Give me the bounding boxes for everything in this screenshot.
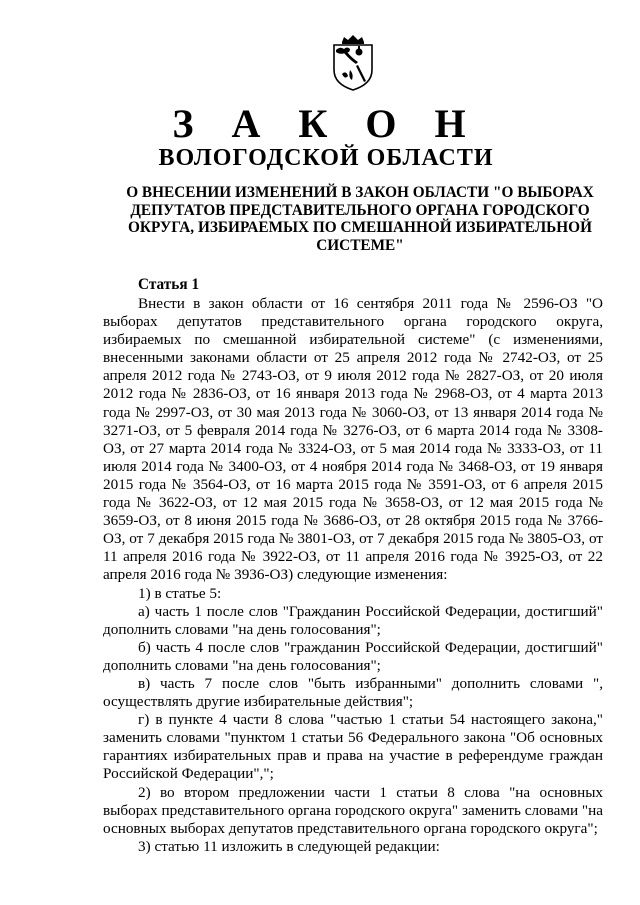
law-subtitle: О ВНЕСЕНИИ ИЗМЕНЕНИЙ В ЗАКОН ОБЛАСТИ "О ВЫБОРАХ ДЕПУТАТОВ ПРЕДСТАВИТЕЛЬНОГО ОРГАНА ГОРОДСКОГО ОКРУГА, ИЗБИРАЕМЫХ ПО СМЕШАННОЙ ИЗБИРАТЕЛЬНОЙ СИСТЕМЕ" — [126, 184, 594, 254]
article-paragraph: 2) во втором предложении части 1 статьи 8 слова "на основных выборах представительного органа городского округа" заменить словами "на основных выборах депутатов представительного органа городского округа"; — [103, 783, 603, 837]
coat-of-arms-icon — [330, 34, 376, 92]
article-paragraph: г) в пункте 4 части 8 слова "частью 1 статьи 54 настоящего закона," заменить словами "пунктом 1 статьи 56 Федерального закона "Об основных гарантиях избирательных прав и права на участие в референдуме граждан Российской Федерации","; — [103, 711, 603, 783]
article-paragraph: 3) статью 11 изложить в следующей редакции: — [138, 837, 440, 855]
article-paragraph: б) часть 4 после слов "гражданин Российской Федерации, достигший" дополнить словами "на день голосования"; — [103, 638, 603, 674]
article-paragraph: 1) в статье 5: — [138, 584, 222, 602]
article-paragraph: Внести в закон области от 16 сентября 2011 года № 2596-ОЗ "О выборах депутатов представительного органа городского округа, избираемых по смешанной избирательной системе" (с изменениями, внесенными законами области от 25 апреля 2012 года № 2742-ОЗ, от 25 апреля 2012 года № 2743-ОЗ, от 9 июля 2012 года № 2827-ОЗ, от 20 июля 2012 года № 2836-ОЗ, от 16 января 2013 года № 2968-ОЗ, от 4 марта 2013 года № 2997-ОЗ, от 30 мая 2013 года № 3060-ОЗ, от 13 января 2014 года № 3271-ОЗ, от 5 февраля 2014 года № 3276-ОЗ, от 6 марта 2014 года № 3308-ОЗ, от 27 марта 2014 года № 3324-ОЗ, от 5 мая 2014 года № 3333-ОЗ, от 11 июля 2014 года № 3400-ОЗ, от 4 ноября 2014 года № 3468-ОЗ, от 19 января 2015 года № 3564-ОЗ, от 16 марта 2015 года № 3591-ОЗ, от 6 апреля 2015 года № 3622-ОЗ, от 12 мая 2015 года № 3658-ОЗ, от 12 мая 2015 года № 3659-ОЗ, от 8 июня 2015 года № 3686-ОЗ, от 28 октября 2015 года № 3766-ОЗ, от 7 декабря 2015 года № 3801-ОЗ, от 7 декабря 2015 года № 3805-ОЗ, от 11 апреля 2016 года № 3922-ОЗ, от 11 апреля 2016 года № 3925-ОЗ, от 22 апреля 2016 года № 3936-ОЗ) следующие изменения: — [103, 295, 603, 584]
region-title: ВОЛОГОДСКОЙ ОБЛАСТИ — [158, 145, 494, 171]
article-heading: Статья 1 — [138, 276, 200, 293]
article-body — [103, 295, 603, 856]
article-paragraph: в) часть 7 после слов "быть избранными" дополнить словами ", осуществлять другие избирательные действия"; — [103, 674, 603, 711]
document-title: З А К О Н — [172, 101, 480, 146]
article-paragraph: а) часть 1 после слов "Гражданин Российской Федерации, достигший" дополнить словами "на день голосования"; — [103, 602, 603, 638]
